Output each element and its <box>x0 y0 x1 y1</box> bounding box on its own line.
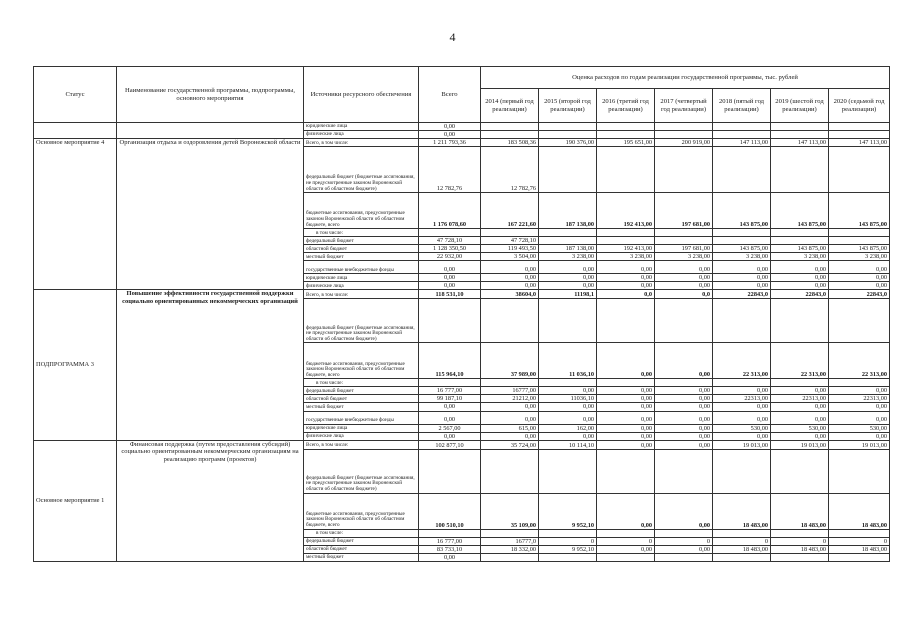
total-cell: 2 567,00 <box>419 424 481 432</box>
total-cell: 115 964,10 <box>419 343 481 379</box>
program-name-cell: Повышение эффективности государственной поддержки социально ориентированных некоммерческих организаций <box>117 290 304 440</box>
year-value-cell: 0,00 <box>597 261 655 274</box>
year-value-cell: 22 313,00 <box>713 343 771 379</box>
year-value-cell: 0,00 <box>713 403 771 411</box>
year-value-cell: 187 138,00 <box>539 245 597 253</box>
year-value-cell: 143 875,00 <box>713 245 771 253</box>
year-value-cell <box>829 123 890 131</box>
source-cell: бюджетные ассигнования, предусмотренные законом Воронежской области об областном бюджете, всего <box>304 193 419 229</box>
year-value-cell: 0,00 <box>713 432 771 440</box>
year-value-cell: 22843,0 <box>771 290 829 299</box>
year-value-cell: 0,00 <box>597 493 655 529</box>
budget-table-body <box>34 123 890 562</box>
year-value-cell <box>771 229 829 237</box>
year-value-cell: 187 138,00 <box>539 193 597 229</box>
year-value-cell: 16777,00 <box>481 387 539 395</box>
year-value-cell: 3 238,00 <box>539 253 597 261</box>
year-value-cell <box>481 299 539 343</box>
year-value-cell: 18 483,00 <box>829 545 890 553</box>
year-value-cell <box>539 553 597 561</box>
year-value-cell: 0,00 <box>829 261 890 274</box>
year-value-cell <box>539 529 597 537</box>
total-cell: 0,00 <box>419 411 481 424</box>
source-cell: Всего, в том числе: <box>304 290 419 299</box>
year-value-cell: 143 875,00 <box>829 193 890 229</box>
year-value-cell: 37 989,00 <box>481 343 539 379</box>
source-cell: бюджетные ассигнования, предусмотренные законом Воронежской области об областном бюджете, всего <box>304 343 419 379</box>
year-value-cell <box>655 229 713 237</box>
header-year-2020: 2020 (седьмой год реализации) <box>829 89 890 123</box>
table-row <box>34 440 890 449</box>
table-row <box>34 139 890 147</box>
year-value-cell <box>597 123 655 131</box>
year-value-cell <box>771 379 829 387</box>
source-cell: федеральный бюджет <box>304 537 419 545</box>
year-value-cell: 0,00 <box>655 493 713 529</box>
year-value-cell <box>481 553 539 561</box>
total-cell: 0,00 <box>419 131 481 139</box>
year-value-cell <box>597 131 655 139</box>
year-value-cell <box>597 299 655 343</box>
year-value-cell <box>597 553 655 561</box>
year-value-cell: 0,00 <box>597 343 655 379</box>
year-value-cell <box>481 529 539 537</box>
year-value-cell: 47 728,10 <box>481 237 539 245</box>
total-cell: 118 531,10 <box>419 290 481 299</box>
year-value-cell <box>539 123 597 131</box>
year-value-cell: 35 724,00 <box>481 440 539 449</box>
year-value-cell <box>829 553 890 561</box>
year-value-cell: 0,00 <box>829 432 890 440</box>
year-value-cell: 147 113,00 <box>829 139 890 147</box>
year-value-cell: 143 875,00 <box>713 193 771 229</box>
year-value-cell: 143 875,00 <box>829 245 890 253</box>
year-value-cell: 0 <box>597 537 655 545</box>
year-value-cell: 167 221,60 <box>481 193 539 229</box>
year-value-cell <box>713 131 771 139</box>
year-value-cell: 0,00 <box>655 343 713 379</box>
status-cell: Основное мероприятие 1 <box>34 440 117 561</box>
total-cell <box>419 229 481 237</box>
year-value-cell <box>829 229 890 237</box>
year-value-cell: 0,00 <box>713 261 771 274</box>
year-value-cell: 190 376,00 <box>539 139 597 147</box>
year-value-cell <box>481 229 539 237</box>
year-value-cell: 197 681,00 <box>655 245 713 253</box>
year-value-cell: 0,00 <box>597 395 655 403</box>
total-cell: 102 877,10 <box>419 440 481 449</box>
year-value-cell: 143 875,00 <box>771 245 829 253</box>
year-value-cell: 0,00 <box>655 387 713 395</box>
year-value-cell: 0,00 <box>539 261 597 274</box>
source-cell: государственные внебюджетные фонды <box>304 261 419 274</box>
total-cell: 0,00 <box>419 432 481 440</box>
year-value-cell: 0,00 <box>655 395 713 403</box>
table-row <box>34 123 890 131</box>
year-value-cell <box>713 529 771 537</box>
year-value-cell <box>481 123 539 131</box>
year-value-cell: 0,00 <box>713 387 771 395</box>
year-value-cell: 0,00 <box>829 411 890 424</box>
year-value-cell: 18 483,00 <box>713 545 771 553</box>
year-value-cell: 3 238,00 <box>771 253 829 261</box>
year-value-cell: 16777,0 <box>481 537 539 545</box>
year-value-cell <box>829 237 890 245</box>
year-value-cell <box>481 379 539 387</box>
year-value-cell: 0,00 <box>539 387 597 395</box>
year-value-cell <box>771 449 829 493</box>
year-value-cell: 18 483,00 <box>771 545 829 553</box>
year-value-cell <box>539 299 597 343</box>
total-cell: 1 176 078,60 <box>419 193 481 229</box>
year-value-cell: 615,00 <box>481 424 539 432</box>
year-value-cell: 0,00 <box>481 432 539 440</box>
year-value-cell: 200 919,00 <box>655 139 713 147</box>
source-cell: местный бюджет <box>304 253 419 261</box>
year-value-cell <box>829 379 890 387</box>
source-cell: федеральный бюджет (бюджетные ассигнования, не предусмотренные законом Воронежской области об областном бюджете) <box>304 147 419 193</box>
year-value-cell <box>597 379 655 387</box>
year-value-cell: 147 113,00 <box>713 139 771 147</box>
year-value-cell <box>539 147 597 193</box>
year-value-cell <box>829 299 890 343</box>
year-value-cell <box>539 379 597 387</box>
source-cell: в том числе: <box>304 229 419 237</box>
year-value-cell: 147 113,00 <box>771 139 829 147</box>
year-value-cell: 0,00 <box>655 411 713 424</box>
year-value-cell <box>713 237 771 245</box>
year-value-cell: 0,00 <box>713 411 771 424</box>
year-value-cell <box>655 553 713 561</box>
year-value-cell: 19 013,00 <box>771 440 829 449</box>
year-value-cell: 0,00 <box>597 424 655 432</box>
year-value-cell: 3 238,00 <box>713 253 771 261</box>
year-value-cell: 19 013,00 <box>829 440 890 449</box>
year-value-cell: 0,00 <box>655 424 713 432</box>
year-value-cell <box>655 379 713 387</box>
year-value-cell: 0,0 <box>655 290 713 299</box>
year-value-cell: 197 681,00 <box>655 193 713 229</box>
year-value-cell: 0,00 <box>771 403 829 411</box>
header-year-2015: 2015 (второй год реализации) <box>539 89 597 123</box>
header-total: Всего <box>419 67 481 123</box>
year-value-cell: 0,00 <box>481 411 539 424</box>
table-row <box>34 290 890 299</box>
program-name-cell <box>117 123 304 139</box>
year-value-cell: 0,00 <box>771 411 829 424</box>
year-value-cell: 0,00 <box>597 403 655 411</box>
year-value-cell: 0,00 <box>539 403 597 411</box>
year-value-cell: 0,00 <box>771 282 829 290</box>
year-value-cell: 0,00 <box>597 440 655 449</box>
year-value-cell: 9 952,10 <box>539 545 597 553</box>
year-value-cell: 530,00 <box>713 424 771 432</box>
year-value-cell <box>771 553 829 561</box>
total-cell: 100 510,10 <box>419 493 481 529</box>
source-cell: Всего, в том числе: <box>304 139 419 147</box>
total-cell: 0,00 <box>419 274 481 282</box>
year-value-cell <box>771 529 829 537</box>
total-cell: 47 728,10 <box>419 237 481 245</box>
page-number: 4 <box>449 30 456 44</box>
year-value-cell: 530,00 <box>829 424 890 432</box>
year-value-cell <box>713 229 771 237</box>
header-estimate: Оценка расходов по годам реализации государственной программы, тыс. рублей <box>481 67 890 89</box>
year-value-cell: 10 114,10 <box>539 440 597 449</box>
year-value-cell: 0,00 <box>771 387 829 395</box>
header-year-2014: 2014 (первый год реализации) <box>481 89 539 123</box>
year-value-cell <box>481 131 539 139</box>
year-value-cell <box>771 123 829 131</box>
year-value-cell <box>713 553 771 561</box>
year-value-cell: 0,00 <box>655 274 713 282</box>
year-value-cell: 3 504,00 <box>481 253 539 261</box>
year-value-cell: 0 <box>713 537 771 545</box>
year-value-cell: 0,0 <box>597 290 655 299</box>
year-value-cell: 0,00 <box>597 545 655 553</box>
year-value-cell <box>713 123 771 131</box>
status-cell: Основное мероприятие 4 <box>34 139 117 290</box>
year-value-cell: 0,00 <box>655 261 713 274</box>
year-value-cell: 0,00 <box>539 411 597 424</box>
year-value-cell: 0,00 <box>771 274 829 282</box>
source-cell: местный бюджет <box>304 553 419 561</box>
year-value-cell: 192 413,00 <box>597 245 655 253</box>
year-value-cell: 0,00 <box>655 545 713 553</box>
year-value-cell: 35 109,00 <box>481 493 539 529</box>
year-value-cell: 195 651,00 <box>597 139 655 147</box>
header-year-2018: 2018 (пятый год реализации) <box>713 89 771 123</box>
total-cell: 1 128 350,50 <box>419 245 481 253</box>
source-cell: юридические лица <box>304 424 419 432</box>
year-value-cell: 0,00 <box>829 282 890 290</box>
year-value-cell: 162,00 <box>539 424 597 432</box>
total-cell: 12 782,76 <box>419 147 481 193</box>
year-value-cell: 0,00 <box>655 440 713 449</box>
source-cell: физические лица <box>304 131 419 139</box>
year-value-cell: 0,00 <box>771 261 829 274</box>
year-value-cell: 0,00 <box>597 411 655 424</box>
year-value-cell: 0,00 <box>655 282 713 290</box>
source-cell: федеральный бюджет (бюджетные ассигнования, не предусмотренные законом Воронежской области об областном бюджете) <box>304 299 419 343</box>
year-value-cell <box>771 299 829 343</box>
year-value-cell: 3 238,00 <box>597 253 655 261</box>
total-cell: 22 932,00 <box>419 253 481 261</box>
year-value-cell: 0 <box>829 537 890 545</box>
year-value-cell: 0,00 <box>713 282 771 290</box>
budget-table <box>33 66 890 562</box>
year-value-cell: 0,00 <box>481 261 539 274</box>
year-value-cell: 11 036,10 <box>539 343 597 379</box>
total-cell <box>419 529 481 537</box>
year-value-cell: 0,00 <box>829 403 890 411</box>
year-value-cell: 0,00 <box>481 403 539 411</box>
total-cell: 83 733,10 <box>419 545 481 553</box>
year-value-cell: 143 875,00 <box>771 193 829 229</box>
year-value-cell: 18 483,00 <box>829 493 890 529</box>
year-value-cell: 119 493,50 <box>481 245 539 253</box>
year-value-cell <box>539 449 597 493</box>
total-cell: 0,00 <box>419 123 481 131</box>
year-value-cell: 0,00 <box>655 403 713 411</box>
year-value-cell: 0 <box>539 537 597 545</box>
year-value-cell: 9 952,10 <box>539 493 597 529</box>
header-status: Статус <box>34 67 117 123</box>
year-value-cell <box>829 131 890 139</box>
year-value-cell <box>655 529 713 537</box>
year-value-cell <box>713 299 771 343</box>
year-value-cell: 0,00 <box>597 387 655 395</box>
year-value-cell <box>771 131 829 139</box>
year-value-cell: 18 483,00 <box>771 493 829 529</box>
year-value-cell <box>597 449 655 493</box>
header-year-2019: 2019 (шестой год реализации) <box>771 89 829 123</box>
status-cell <box>34 123 117 139</box>
source-cell: физические лица <box>304 282 419 290</box>
year-value-cell <box>655 123 713 131</box>
year-value-cell: 183 508,36 <box>481 139 539 147</box>
year-value-cell: 21212,00 <box>481 395 539 403</box>
year-value-cell: 22313,00 <box>771 395 829 403</box>
source-cell: юридические лица <box>304 274 419 282</box>
year-value-cell <box>597 237 655 245</box>
source-cell: государственные внебюджетные фонды <box>304 411 419 424</box>
year-value-cell: 0,00 <box>597 274 655 282</box>
source-cell: областной бюджет <box>304 245 419 253</box>
year-value-cell: 192 413,00 <box>597 193 655 229</box>
year-value-cell: 22313,00 <box>829 395 890 403</box>
year-value-cell <box>713 379 771 387</box>
total-cell <box>419 379 481 387</box>
total-cell: 16 777,00 <box>419 537 481 545</box>
source-cell: федеральный бюджет <box>304 237 419 245</box>
year-value-cell: 19 013,00 <box>713 440 771 449</box>
year-value-cell <box>655 449 713 493</box>
total-cell: 0,00 <box>419 403 481 411</box>
year-value-cell <box>655 131 713 139</box>
header-name: Наименование государственной программы, подпрограммы, основного мероприятия <box>117 67 304 123</box>
year-value-cell: 0,00 <box>597 282 655 290</box>
total-cell: 1 211 793,36 <box>419 139 481 147</box>
source-cell: физические лица <box>304 432 419 440</box>
year-value-cell: 22 313,00 <box>771 343 829 379</box>
year-value-cell <box>597 229 655 237</box>
total-cell: 0,00 <box>419 553 481 561</box>
year-value-cell: 0,00 <box>713 274 771 282</box>
source-cell: Всего, в том числе: <box>304 440 419 449</box>
year-value-cell <box>539 229 597 237</box>
year-value-cell: 0,00 <box>655 432 713 440</box>
status-cell: ПОДПРОГРАММА 3 <box>34 290 117 440</box>
year-value-cell: 18 332,00 <box>481 545 539 553</box>
year-value-cell: 18 483,00 <box>713 493 771 529</box>
total-cell: 0,00 <box>419 261 481 274</box>
year-value-cell: 530,00 <box>771 424 829 432</box>
year-value-cell <box>539 237 597 245</box>
year-value-cell: 0 <box>771 537 829 545</box>
year-value-cell: 0,00 <box>829 387 890 395</box>
year-value-cell <box>655 147 713 193</box>
year-value-cell <box>597 147 655 193</box>
year-value-cell <box>655 299 713 343</box>
year-value-cell: 0,00 <box>539 282 597 290</box>
total-cell <box>419 449 481 493</box>
total-cell: 0,00 <box>419 282 481 290</box>
year-value-cell <box>713 449 771 493</box>
year-value-cell <box>829 147 890 193</box>
year-value-cell: 0,00 <box>481 274 539 282</box>
total-cell <box>419 299 481 343</box>
source-cell: в том числе: <box>304 379 419 387</box>
source-cell: местный бюджет <box>304 403 419 411</box>
year-value-cell: 11198,1 <box>539 290 597 299</box>
year-value-cell: 12 782,76 <box>481 147 539 193</box>
source-cell: в том числе: <box>304 529 419 537</box>
year-value-cell: 0,00 <box>597 432 655 440</box>
total-cell: 99 187,10 <box>419 395 481 403</box>
total-cell: 16 777,00 <box>419 387 481 395</box>
year-value-cell: 0,00 <box>829 274 890 282</box>
year-value-cell: 0,00 <box>539 432 597 440</box>
year-value-cell: 0 <box>655 537 713 545</box>
year-value-cell: 22313,00 <box>713 395 771 403</box>
program-name-cell: Финансовая поддержка (путем предоставления субсидий) социально ориентированным некоммерческим организациям на реализацию программ (проектов) <box>117 440 304 561</box>
year-value-cell: 22843,0 <box>829 290 890 299</box>
source-cell: федеральный бюджет <box>304 387 419 395</box>
year-value-cell <box>771 147 829 193</box>
source-cell: областной бюджет <box>304 545 419 553</box>
year-value-cell <box>771 237 829 245</box>
year-value-cell: 0,00 <box>539 274 597 282</box>
year-value-cell: 22 313,00 <box>829 343 890 379</box>
header-year-2017: 2017 (четвертый год реализации) <box>655 89 713 123</box>
year-value-cell: 11036,10 <box>539 395 597 403</box>
year-value-cell <box>597 529 655 537</box>
header-sources: Источники ресурсного обеспечения <box>304 67 419 123</box>
year-value-cell: 22843,0 <box>713 290 771 299</box>
year-value-cell: 38604,0 <box>481 290 539 299</box>
year-value-cell <box>829 449 890 493</box>
year-value-cell <box>481 449 539 493</box>
year-value-cell <box>713 147 771 193</box>
source-cell: бюджетные ассигнования, предусмотренные законом Воронежской области об областном бюджете, всего <box>304 493 419 529</box>
header-year-2016: 2016 (третий год реализации) <box>597 89 655 123</box>
program-name-cell: Организация отдыха и оздоровления детей Воронежской области <box>117 139 304 290</box>
year-value-cell <box>829 529 890 537</box>
year-value-cell <box>655 237 713 245</box>
source-cell: областной бюджет <box>304 395 419 403</box>
source-cell: федеральный бюджет (бюджетные ассигнования, не предусмотренные законом Воронежской области об областном бюджете) <box>304 449 419 493</box>
source-cell: юридические лица <box>304 123 419 131</box>
year-value-cell: 0,00 <box>771 432 829 440</box>
year-value-cell: 3 238,00 <box>829 253 890 261</box>
year-value-cell: 0,00 <box>481 282 539 290</box>
year-value-cell <box>539 131 597 139</box>
year-value-cell: 3 238,00 <box>655 253 713 261</box>
